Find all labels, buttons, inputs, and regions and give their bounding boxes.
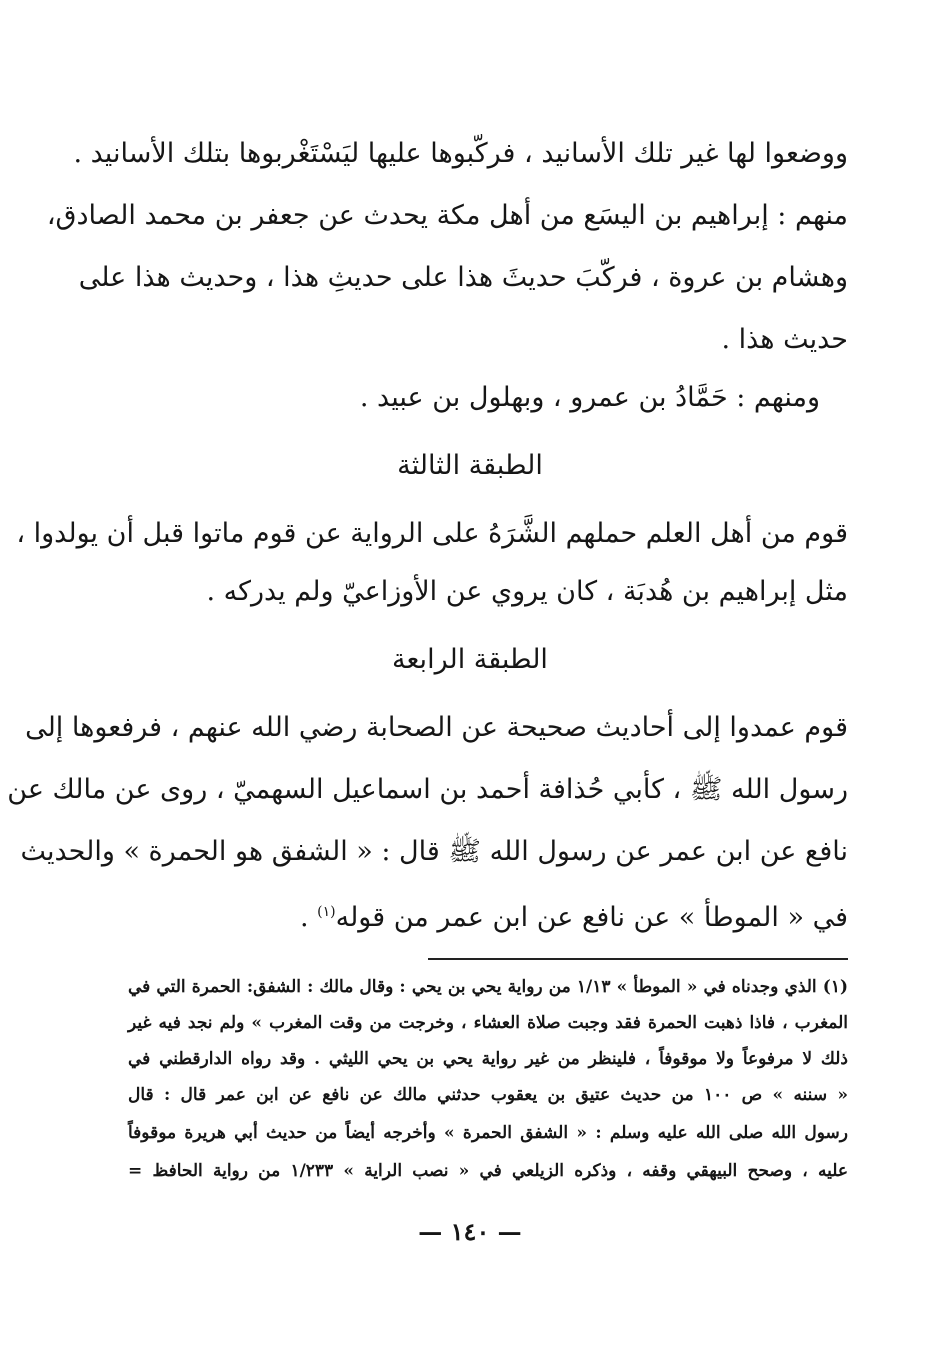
- footnote-separator: [428, 958, 848, 960]
- section-3-line-2: مثل إبراهيم بن هُدبَة ، كان يروي عن الأوزاعيّ ولم يدركه .: [206, 576, 848, 607]
- footnote-line-5: رسول الله صلى الله عليه وسلم : « الشفق الحمرة » وأخرجه أيضاً من حديث أبي هريرة موقوفاً: [128, 1123, 848, 1143]
- section-4-line-4-tail: .: [299, 902, 318, 933]
- body-line-2: منهم : إبراهيم بن اليسَع من أهل مكة يحدث عن جعفر بن محمد الصادق،: [46, 200, 848, 231]
- footnote-line-6: عليه ، وصحح البيهقي وقفه ، وذكره الزيلعي في « نصب الراية » ١/٢٣٣ من رواية الحافظ =: [128, 1161, 848, 1181]
- section-heading-third: الطبقة الثالثة: [397, 450, 543, 481]
- body-line-1: ووضعوا لها غير تلك الأسانيد ، فركّبوها عليها ليَسْتَغْربوها بتلك الأسانيد .: [73, 138, 848, 169]
- page-number: — ١٤٠ —: [418, 1217, 522, 1246]
- section-4-line-1: قوم عمدوا إلى أحاديث صحيحة عن الصحابة رضي الله عنهم ، فرفعوها إلى: [25, 712, 848, 743]
- footnote-line-4: « سننه » ص ١٠٠ من حديث عتيق بن يعقوب حدثني مالك عن نافع عن ابن عمر قال : قال: [128, 1085, 848, 1105]
- footnote-line-3: ذلك لا مرفوعاً ولا موقوفاً ، فلينظر من غير رواية يحي بن يحي الليثي . وقد رواه الدارقطني في: [128, 1049, 848, 1069]
- section-4-line-2: رسول الله ﷺ ، كأبي حُذافة أحمد بن اسماعيل السهميّ ، روى عن مالك عن: [7, 774, 848, 805]
- body-line-4: حديث هذا .: [721, 324, 848, 355]
- section-3-line-1: قوم من أهل العلم حملهم الشَّرَهُ على الرواية عن قوم ماتوا قبل أن يولدوا ،: [16, 518, 848, 549]
- section-heading-fourth: الطبقة الرابعة: [392, 644, 548, 675]
- section-4-line-3: نافع عن ابن عمر عن رسول الله ﷺ قال : « الشفق هو الحمرة » والحديث: [20, 836, 848, 867]
- footnote-reference: (١): [317, 904, 336, 920]
- footnote-line-2: المغرب ، فاذا ذهبت الحمرة فقد وجبت صلاة العشاء ، وخرجت من وقت المغرب » ولم نجد فيه غير: [128, 1013, 848, 1033]
- section-4-line-4: [138, 892, 848, 938]
- section-4-line-4-text: في « الموطأ » عن نافع عن ابن عمر من قوله: [335, 902, 848, 933]
- body-line-3: وهشام بن عروة ، فركّبَ حديثَ هذا على حديثِ هذا ، وحديث هذا على: [78, 262, 848, 293]
- footnote-line-1: (١) الذي وجدناه في « الموطأ » ١/١٣ من رواية يحي بن يحي : وقال مالك : الشفق: الحمرة التي في: [128, 977, 849, 997]
- body-line-5: ومنهم : حَمَّادُ بن عمرو ، وبهلول بن عبيد .: [359, 382, 820, 413]
